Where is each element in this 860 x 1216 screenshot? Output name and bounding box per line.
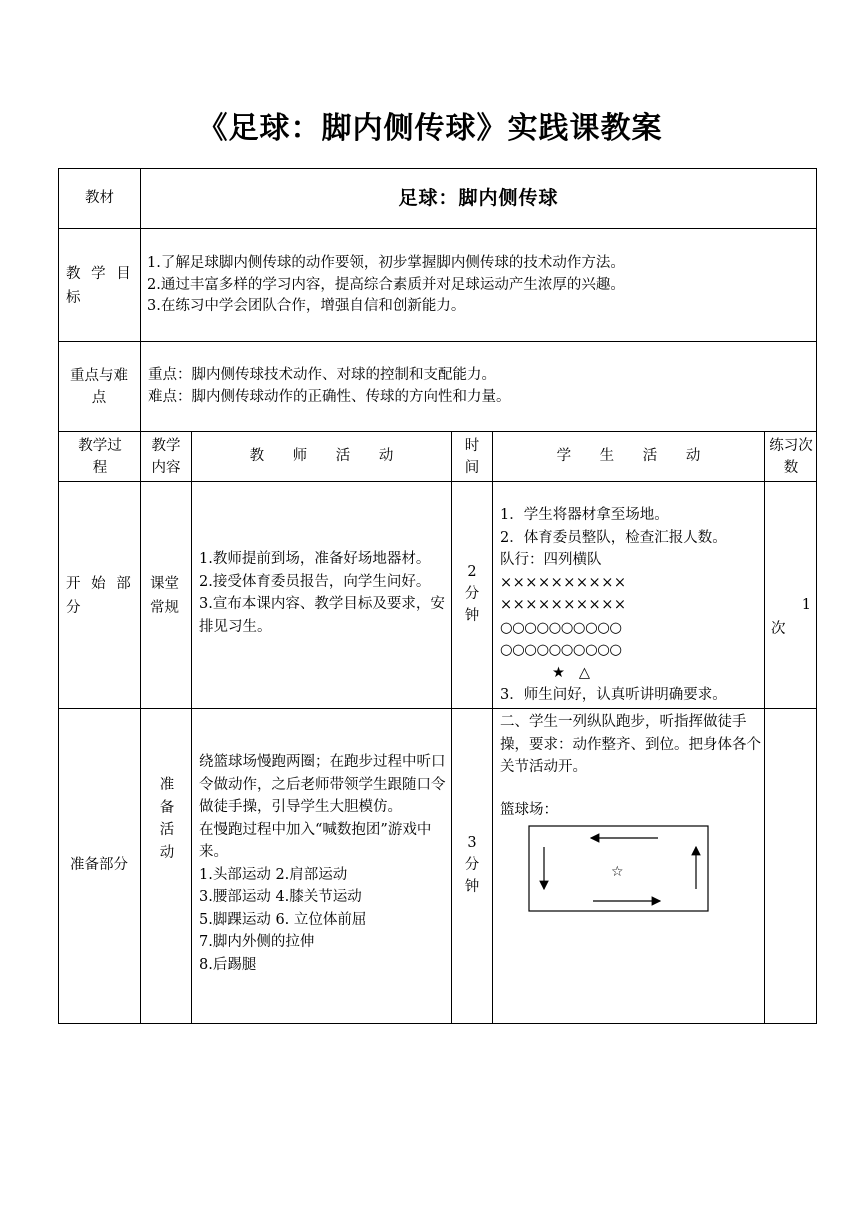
prep-teacher-game: 在慢跑过程中加入“喊数抱团”游戏中来。 xyxy=(199,821,432,860)
start-process: 开 始 部 分 xyxy=(66,576,134,616)
prep-exercise: 1.头部运动 2.肩部运动 xyxy=(199,866,348,883)
header-student: 学 生 活 动 xyxy=(556,447,713,464)
prep-teacher xyxy=(199,751,449,976)
start-time: 2分钟 xyxy=(464,564,480,624)
prep-exercise: 8.后踢腿 xyxy=(199,956,257,973)
material-value: 足球：脚内侧传球 xyxy=(398,186,559,209)
keypoints-text xyxy=(148,365,813,408)
start-reps-unit: 次 xyxy=(771,621,786,637)
difficulty-text: 难点：脚内侧传球动作的正确性、传球的方向性和力量。 xyxy=(148,388,511,405)
start-reps-count: 1 xyxy=(801,597,811,613)
objective-item: 3.在练习中学会团队合作，增强自信和创新能力。 xyxy=(147,298,466,314)
student-step: 2．体育委员整队，检查汇报人数。 xyxy=(500,529,727,546)
header-reps: 练习次数 xyxy=(769,437,813,476)
prep-time: 3分钟 xyxy=(464,835,480,895)
teacher-step: 3.宣布本课内容、教学目标及要求，安排见习生。 xyxy=(199,596,445,635)
material-label: 教材 xyxy=(85,189,114,206)
formation-label: 队行：四列横队 xyxy=(500,552,602,568)
focus-text: 重点：脚内侧传球技术动作、对球的控制和支配能力。 xyxy=(148,367,496,383)
star-icon: ☆ xyxy=(611,864,624,880)
teacher-step: 2.接受体育委员报告，向学生问好。 xyxy=(199,573,431,590)
page-title: 《足球：脚内侧传球》实践课教案 xyxy=(197,111,663,146)
prep-process: 准备部分 xyxy=(70,857,128,873)
formation-row: ○○○○○○○○○○ xyxy=(500,619,622,636)
teacher-position-icons: ★ △ xyxy=(552,664,590,681)
student-step: 3．师生问好，认真听讲明确要求。 xyxy=(500,687,727,703)
objectives-list xyxy=(147,253,815,318)
teacher-step: 1.教师提前到场，准备好场地器材。 xyxy=(199,551,431,567)
header-time: 时间 xyxy=(464,437,480,476)
header-process: 教学过程 xyxy=(78,437,122,476)
start-student xyxy=(500,504,764,707)
formation-row: ×××××××××× xyxy=(500,574,627,591)
prep-exercise: 3.腰部运动 4.膝关节运动 xyxy=(199,889,362,905)
header-content: 教学内容 xyxy=(151,437,181,476)
start-teacher xyxy=(199,548,447,638)
objective-item: 1.了解足球脚内侧传球的动作要领，初步掌握脚内侧传球的技术动作方法。 xyxy=(147,255,625,271)
prep-student: 二、学生一列纵队跑步，听指挥做徒手操，要求：动作整齐、到位。把身体各个关节活动开。 xyxy=(500,714,761,775)
prep-content: 准备活动 xyxy=(159,777,175,861)
court-label: 篮球场： xyxy=(500,802,558,818)
prep-teacher-intro: 绕篮球场慢跑两圈；在跑步过程中听口令做动作，之后老师带领学生跟随口令做徒手操，引导学生大胆模仿。 xyxy=(199,754,446,815)
prep-exercise: 7.脚内外侧的拉伸 xyxy=(199,934,315,950)
keypoints-label: 重点与难点 xyxy=(70,368,128,406)
student-step: 1．学生将器材拿至场地。 xyxy=(500,507,669,523)
start-content: 课堂常规 xyxy=(150,576,179,616)
objectives-label: 教 学 目 标 xyxy=(66,266,134,306)
formation-row: ○○○○○○○○○○ xyxy=(500,642,622,658)
formation-row: ×××××××××× xyxy=(500,597,627,613)
prep-exercise: 5.脚踝运动 6. 立位体前屈 xyxy=(199,911,367,928)
header-teacher: 教 师 活 动 xyxy=(249,447,406,464)
court-diagram xyxy=(528,825,710,913)
objective-item: 2.通过丰富多样的学习内容，提高综合素质并对足球运动产生浓厚的兴趣。 xyxy=(147,276,625,293)
